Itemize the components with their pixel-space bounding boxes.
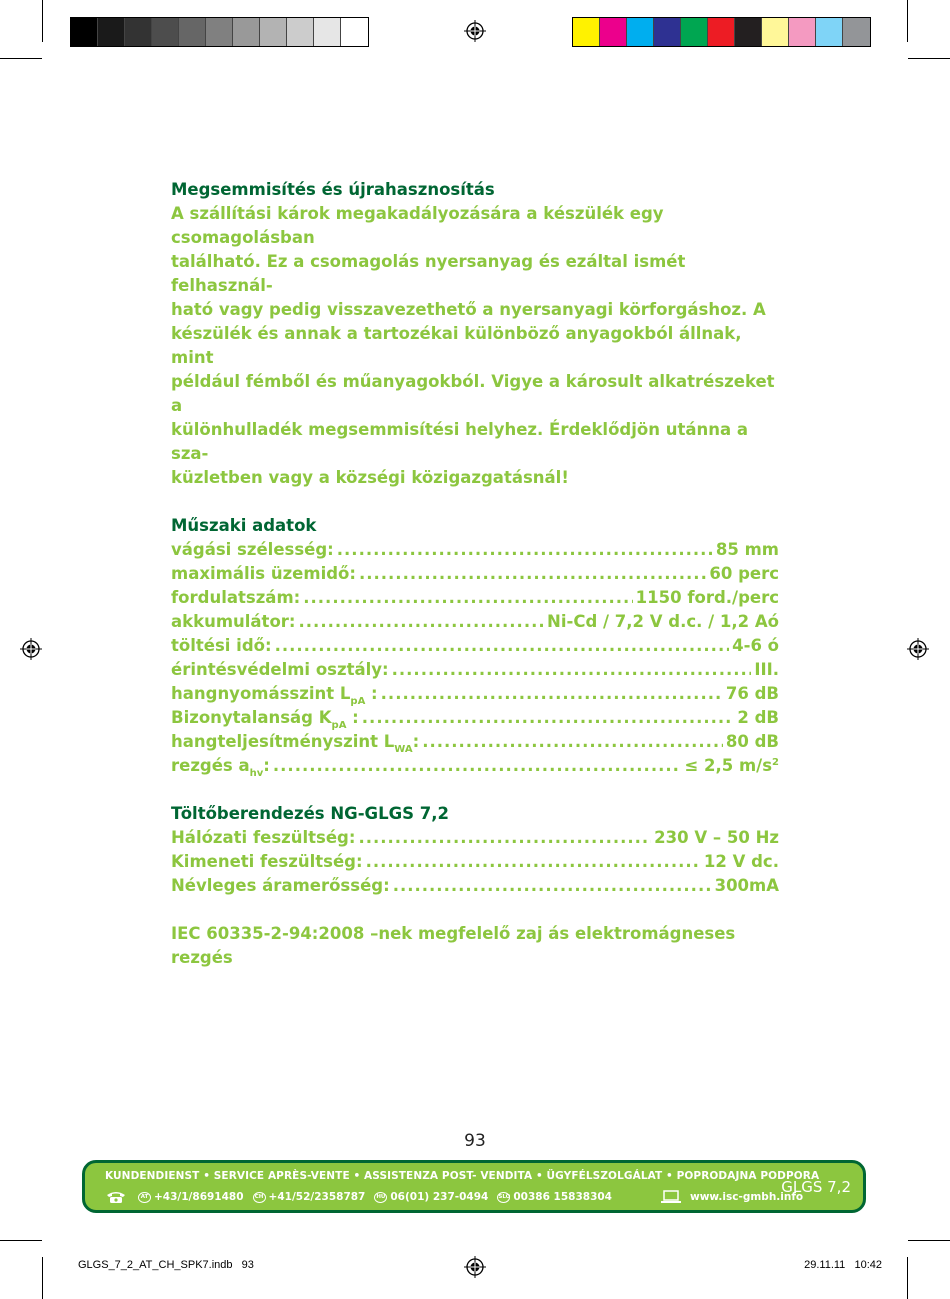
spec-value: 85 mm xyxy=(715,540,779,559)
color-swatch xyxy=(843,18,870,46)
color-swatch xyxy=(816,18,843,46)
dot-leader xyxy=(422,730,723,754)
color-swatch xyxy=(98,18,125,46)
spec-value: 300mA xyxy=(714,876,779,895)
phone-number: +43/1/8691480 xyxy=(154,1191,244,1203)
country-code-badge: SLO xyxy=(497,1192,510,1203)
crop-mark xyxy=(42,0,43,42)
dot-leader xyxy=(275,634,730,658)
spec-value: 4-6 ó xyxy=(732,636,779,655)
color-swatch xyxy=(233,18,260,46)
dot-leader xyxy=(337,538,713,562)
dot-leader xyxy=(273,754,682,778)
spec-row xyxy=(171,826,779,850)
tech-data-list xyxy=(171,538,779,778)
grayscale-bar xyxy=(70,17,369,47)
spec-row xyxy=(171,538,779,562)
spec-label: rezgés $a_{hv}$: xyxy=(171,756,270,779)
disposal-line: található. Ez a csomagolás nyersanyag és ezáltal ismét felhasznál- xyxy=(171,252,686,295)
color-swatch xyxy=(762,18,789,46)
website-link[interactable]: www.isc-gmbh.info xyxy=(690,1191,804,1203)
country-code-badge: HU xyxy=(374,1192,387,1203)
spec-row xyxy=(171,730,779,754)
spec-value: 230 V – 50 Hz xyxy=(654,828,779,847)
dot-leader xyxy=(358,826,651,850)
dot-leader xyxy=(366,850,701,874)
dot-leader xyxy=(303,586,632,610)
disposal-line: A szállítási károk megakadályozására a készülék egy csomagolásban xyxy=(171,204,664,247)
contact-numbers xyxy=(129,1191,612,1203)
crop-mark xyxy=(907,1257,908,1299)
spec-label: Kimeneti feszültség: xyxy=(171,852,363,871)
crop-mark xyxy=(0,58,42,59)
spec-row xyxy=(171,682,779,706)
phone-number: 00386 15838304 xyxy=(513,1191,612,1203)
spec-value: 1150 ford./perc xyxy=(635,588,779,607)
dot-leader xyxy=(381,682,723,706)
spec-row xyxy=(171,658,779,682)
phone-icon xyxy=(105,1190,127,1204)
color-swatch xyxy=(179,18,206,46)
color-swatch xyxy=(314,18,341,46)
date-slug: 29.11.11 10:42 xyxy=(804,1259,882,1271)
disposal-title: Megsemmisítés és újrahasznosítás xyxy=(171,180,495,199)
spec-row xyxy=(171,706,779,730)
crop-mark xyxy=(908,58,950,59)
charger-data-list xyxy=(171,826,779,898)
color-swatch xyxy=(789,18,816,46)
standard-note: IEC 60335-2-94:2008 –nek megfelelő zaj ás elektromágneses rezgés xyxy=(171,924,736,967)
color-swatch xyxy=(735,18,762,46)
color-swatch xyxy=(287,18,314,46)
page-content xyxy=(171,178,779,970)
spec-label: töltési idő: xyxy=(171,636,272,655)
color-swatch xyxy=(341,18,368,46)
color-swatch xyxy=(125,18,152,46)
crop-mark xyxy=(907,0,908,42)
color-swatch xyxy=(573,18,600,46)
spec-row xyxy=(171,850,779,874)
registration-mark-icon xyxy=(907,638,929,660)
page-number: 93 xyxy=(464,1131,486,1151)
spec-label: fordulatszám: xyxy=(171,588,301,607)
color-bar xyxy=(572,17,871,47)
spec-value: III. xyxy=(754,660,779,679)
crop-mark xyxy=(42,1257,43,1299)
color-swatch xyxy=(600,18,627,46)
spec-value: Ni-Cd / 7,2 V d.c. / 1,2 Aó xyxy=(547,612,779,631)
service-footer xyxy=(82,1160,866,1213)
crop-mark xyxy=(0,1240,42,1241)
spec-label: Hálózati feszültség: xyxy=(171,828,356,847)
registration-mark-icon xyxy=(464,1256,486,1278)
service-labels: KUNDENDIENST • SERVICE APRÈS-VENTE • ASSISTENZA POST- VENDITA • ÜGYFÉLSZOLGÁLAT • POPRODAJNA PODPORA xyxy=(105,1170,820,1182)
dot-leader xyxy=(392,658,752,682)
crop-mark xyxy=(908,1240,950,1241)
tech-data-title: Műszaki adatok xyxy=(171,516,317,535)
dot-leader xyxy=(362,706,735,730)
spec-row xyxy=(171,610,779,634)
spec-label: vágási szélesség: xyxy=(171,540,334,559)
spec-row xyxy=(171,874,779,898)
disposal-line: ható vagy pedig visszavezethető a nyersanyagi körforgáshoz. A xyxy=(171,300,766,319)
spec-value: 12 V dc. xyxy=(703,852,779,871)
spec-value: 80 dB xyxy=(725,732,779,751)
spec-label: hangnyomásszint $L_{pA}$ : xyxy=(171,684,378,707)
color-swatch xyxy=(654,18,681,46)
contact-line xyxy=(105,1190,803,1204)
dot-leader xyxy=(393,874,712,898)
color-swatch xyxy=(260,18,287,46)
color-swatch xyxy=(708,18,735,46)
registration-mark-icon xyxy=(464,20,486,42)
country-code-badge: CH xyxy=(253,1192,266,1203)
spec-label: Bizonytalanság $K_{pA}$ : xyxy=(171,708,359,731)
color-swatch xyxy=(71,18,98,46)
spec-label: hangteljesítményszint $L_{WA}$: xyxy=(171,732,420,755)
color-swatch xyxy=(206,18,233,46)
dot-leader xyxy=(299,610,545,634)
country-code-badge: AT xyxy=(138,1192,151,1203)
spec-label: maximális üzemidő: xyxy=(171,564,356,583)
spec-row xyxy=(171,562,779,586)
charger-title: Töltőberendezés NG-GLGS 7,2 xyxy=(171,804,450,823)
spec-label: Névleges áramerősség: xyxy=(171,876,390,895)
spec-label: érintésvédelmi osztály: xyxy=(171,660,389,679)
disposal-text xyxy=(171,202,779,490)
color-swatch xyxy=(681,18,708,46)
computer-icon xyxy=(660,1190,682,1204)
spec-value: ≤ 2,5 $m/s^2$ xyxy=(684,756,779,775)
spec-row xyxy=(171,634,779,658)
spec-label: akkumulátor: xyxy=(171,612,296,631)
dot-leader xyxy=(359,562,706,586)
phone-number: 06(01) 237-0494 xyxy=(390,1191,489,1203)
spec-row xyxy=(171,754,779,778)
color-swatch xyxy=(627,18,654,46)
color-swatch xyxy=(152,18,179,46)
disposal-line: küzletben vagy a községi közigazgatásnál! xyxy=(171,468,569,487)
registration-mark-icon xyxy=(20,638,42,660)
disposal-line: különhulladék megsemmisítési helyhez. Érdeklődjön utánna a sza- xyxy=(171,420,748,463)
file-slug: GLGS_7_2_AT_CH_SPK7.indb 93 xyxy=(78,1259,254,1271)
disposal-line: készülék és annak a tartozékai különböző anyagokból állnak, mint xyxy=(171,324,742,367)
spec-value: 60 perc xyxy=(709,564,779,583)
spec-value: 76 dB xyxy=(725,684,779,703)
phone-number: +41/52/2358787 xyxy=(268,1191,366,1203)
disposal-line: például fémből és műanyagokból. Vigye a károsult alkatrészeket a xyxy=(171,372,775,415)
spec-row xyxy=(171,586,779,610)
model-name: GLGS 7,2 xyxy=(781,1178,851,1196)
spec-value: 2 dB xyxy=(737,708,779,727)
